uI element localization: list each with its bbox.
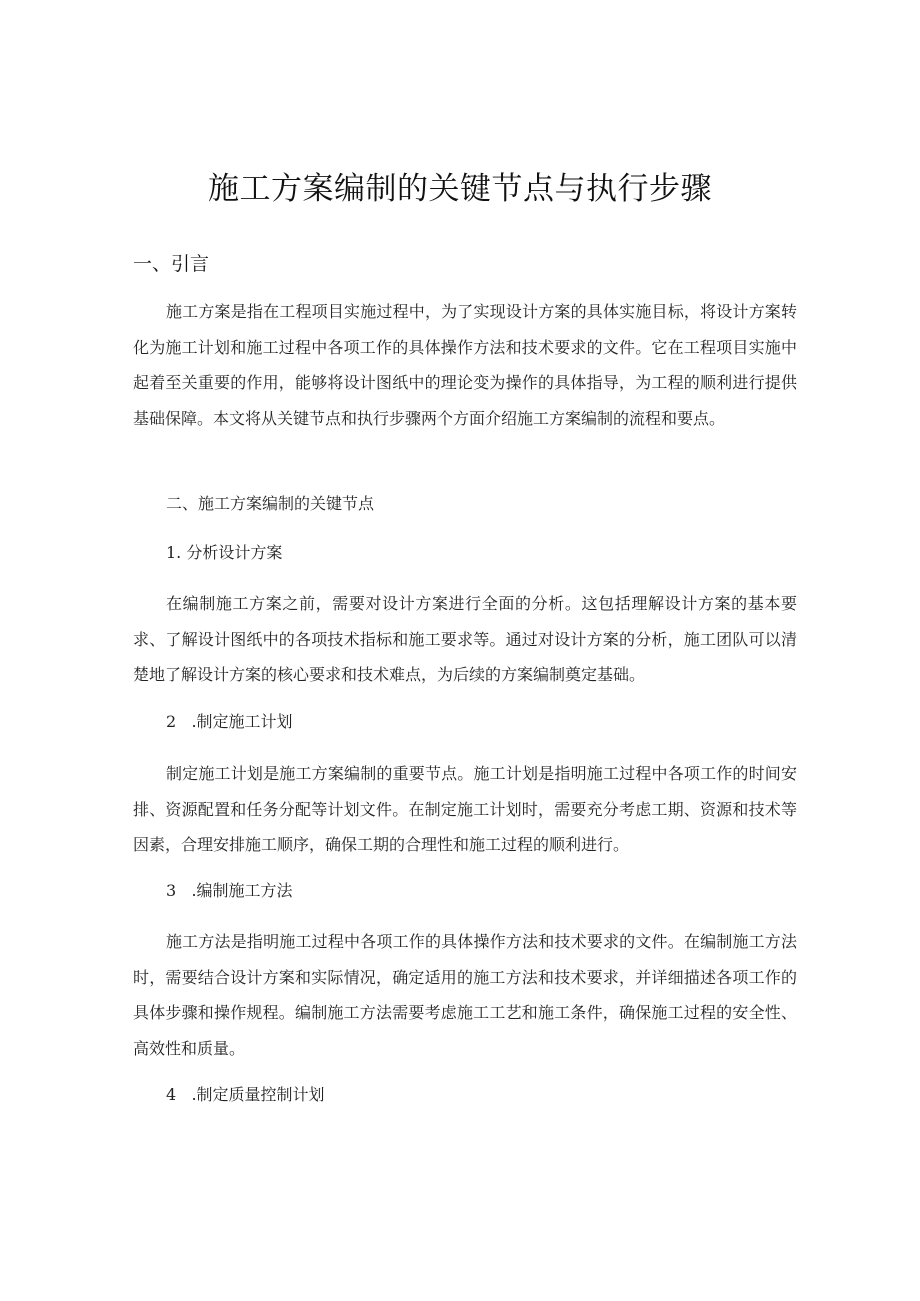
item-heading-quality-control: 4 .制定质量控制计划	[166, 1085, 325, 1104]
section-heading-introduction: 一、引言	[133, 253, 210, 275]
introduction-paragraph: 施工方案是指在工程项目实施过程中，为了实现设计方案的具体实施目标，将设计方案转化为施工计划和施工过程中各项工作的具体操作方法和技术要求的文件。它在工程项目实施中起着至关重要的作用，能够将设计图纸中的理论变为操作的具体指导，为工程的顺利进行提供基础保障。本文将从关键节点和执行步骤两个方面介绍施工方案编制的流程和要点。	[133, 302, 797, 428]
item-heading-construction-plan: 2 .制定施工计划	[166, 712, 293, 731]
item-paragraph-construction-method: 施工方法是指明施工过程中各项工作的具体操作方法和技术要求的文件。在编制施工方法时，需要结合设计方案和实际情况，确定适用的施工方法和技术要求，并详细描述各项工作的具体步骤和操作规程。编制施工方法需要考虑施工工艺和施工条件，确保施工过程的安全性、高效性和质量。	[133, 932, 797, 1058]
section-heading-key-nodes: 二、施工方案编制的关键节点	[166, 494, 375, 513]
document-title: 施工方案编制的关键节点与执行步骤	[208, 171, 712, 207]
item-paragraph-analyze-design: 在编制施工方案之前，需要对设计方案进行全面的分析。这包括理解设计方案的基本要求、了解设计图纸中的各项技术指标和施工要求等。通过对设计方案的分析，施工团队可以清楚地了解设计方案的核心要求和技术难点，为后续的方案编制奠定基础。	[133, 594, 797, 684]
item-paragraph-construction-plan: 制定施工计划是施工方案编制的重要节点。施工计划是指明施工过程中各项工作的时间安排、资源配置和任务分配等计划文件。在制定施工计划时，需要充分考虑工期、资源和技术等因素，合理安排施工顺序，确保工期的合理性和施工过程的顺利进行。	[133, 764, 797, 854]
item-heading-construction-method: 3 .编制施工方法	[166, 881, 293, 900]
item-heading-analyze-design: 1. 分析设计方案	[166, 543, 283, 562]
